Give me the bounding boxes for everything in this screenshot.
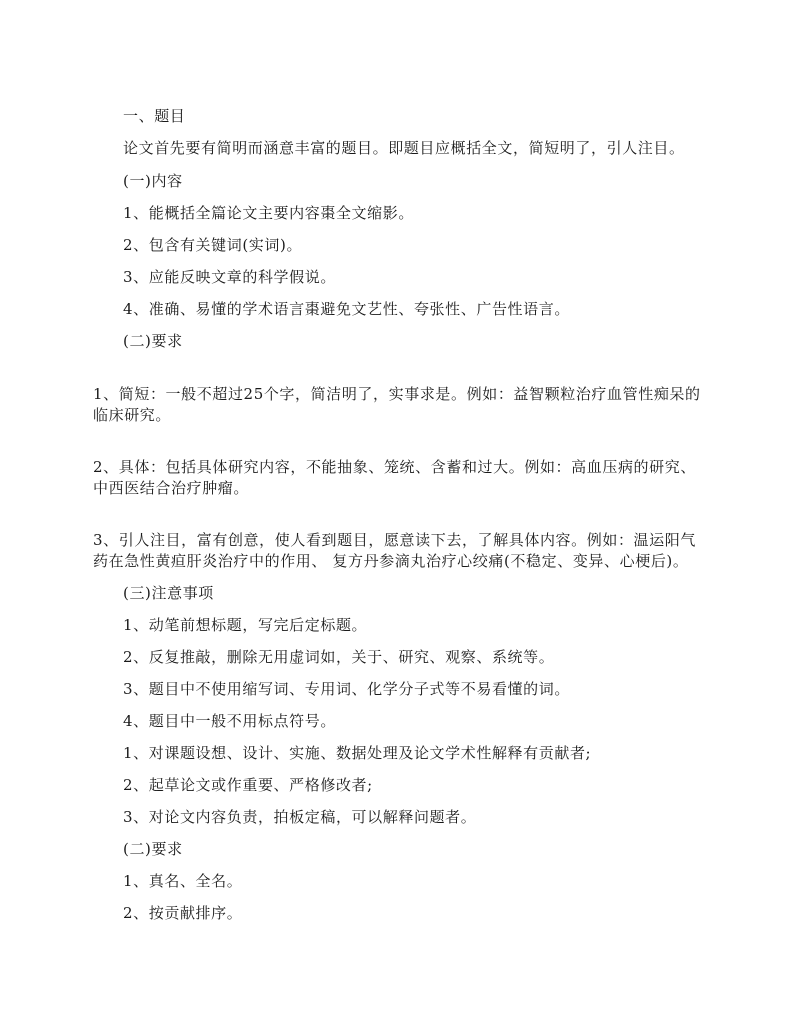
list-item: 2、按贡献排序。 <box>123 904 243 922</box>
section-heading: 一、题目 <box>123 107 186 125</box>
paragraph-line: 2、具体：包括具体研究内容，不能抽象、笼统、含蓄和过大。例如：高血压病的研究、 <box>93 458 696 476</box>
list-item: 1、动笔前想标题，写完后定标题。 <box>123 616 368 634</box>
list-item: 4、准确、易懂的学术语言棗避免文艺性、夸张性、广告性语言。 <box>123 300 570 318</box>
subsection-heading: (二)要求 <box>123 840 183 858</box>
list-item: 3、对论文内容负责，拍板定稿，可以解释问题者。 <box>123 808 477 826</box>
list-item: 2、包含有关键词(实词)。 <box>123 236 303 254</box>
paragraph-line: 临床研究。 <box>93 406 172 424</box>
paragraph-line: 1、简短：一般不超过25个字，简洁明了，实事求是。例如：益智颗粒治疗血管性痴呆的 <box>93 385 701 403</box>
paragraph-line: 中西医结合治疗肿瘤。 <box>93 479 250 497</box>
paragraph-line: 药在急性黄疸肝炎治疗中的作用、 复方丹参滴丸治疗心绞痛(不稳定、变异、心梗后)。 <box>93 552 689 570</box>
list-item: 1、对课题设想、设计、实施、数据处理及论文学术性解释有贡献者; <box>123 744 592 762</box>
paragraph-line: 3、引人注目，富有创意，使人看到题目，愿意读下去，了解具体内容。例如：温运阳气 <box>93 531 696 549</box>
subsection-heading: (一)内容 <box>123 172 183 190</box>
subsection-heading: (二)要求 <box>123 332 183 350</box>
list-item: 1、能概括全篇论文主要内容棗全文缩影。 <box>123 204 414 222</box>
list-item: 2、起草论文或作重要、严格修改者; <box>123 776 373 794</box>
subsection-heading: (三)注意事项 <box>123 584 214 602</box>
list-item: 1、真名、全名。 <box>123 872 243 890</box>
list-item: 3、应能反映文章的科学假说。 <box>123 268 336 286</box>
list-item: 2、反复推敲，删除无用虚词如，关于、研究、观察、系统等。 <box>123 648 555 666</box>
list-item: 3、题目中不使用缩写词、专用词、化学分子式等不易看懂的词。 <box>123 680 570 698</box>
list-item: 4、题目中一般不用标点符号。 <box>123 712 336 730</box>
body-line: 论文首先要有简明而涵意丰富的题目。即题目应概括全文，简短明了，引人注目。 <box>123 139 685 157</box>
